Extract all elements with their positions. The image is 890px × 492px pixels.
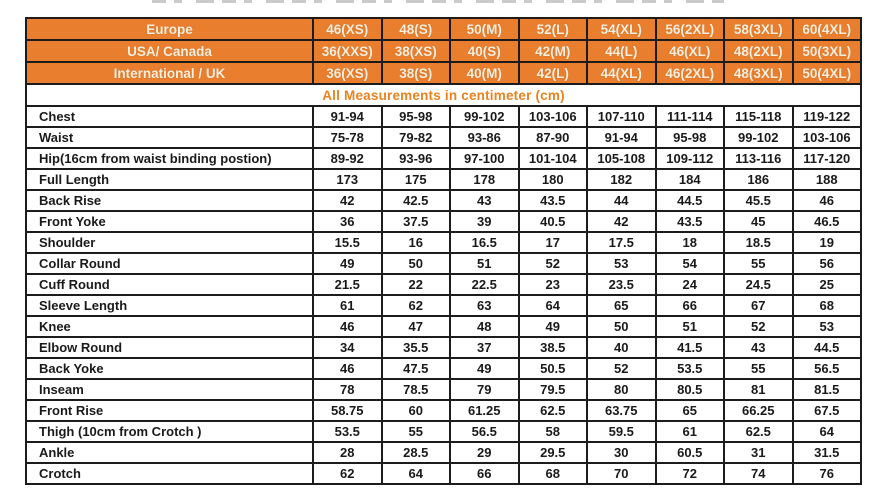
measurement-label-cell: Crotch xyxy=(26,463,313,484)
size-cell: 38(S) xyxy=(382,62,451,84)
size-cell: 58(3XL) xyxy=(724,18,793,40)
measurement-value-cell: 52 xyxy=(519,253,588,274)
measurement-value-cell: 63 xyxy=(450,295,519,316)
measurement-value-cell: 51 xyxy=(656,316,725,337)
size-cell: 46(XS) xyxy=(313,18,382,40)
measurement-value-cell: 72 xyxy=(656,463,725,484)
measurement-value-cell: 184 xyxy=(656,169,725,190)
measurement-value-cell: 62 xyxy=(313,463,382,484)
units-note: All Measurements in centimeter (cm) xyxy=(26,84,861,106)
size-cell: 46(XL) xyxy=(656,40,725,62)
size-cell: 38(XS) xyxy=(382,40,451,62)
region-label-cell: International / UK xyxy=(26,62,313,84)
measurement-value-cell: 97-100 xyxy=(450,148,519,169)
measurement-label-cell: Sleeve Length xyxy=(26,295,313,316)
measurement-value-cell: 117-120 xyxy=(793,148,862,169)
size-cell: 46(2XL) xyxy=(656,62,725,84)
region-label-cell: USA/ Canada xyxy=(26,40,313,62)
measurement-value-cell: 188 xyxy=(793,169,862,190)
cropped-title-fragments xyxy=(152,0,724,3)
measurement-value-cell: 81.5 xyxy=(793,379,862,400)
measurement-value-cell: 30 xyxy=(587,442,656,463)
measurement-value-cell: 66.25 xyxy=(724,400,793,421)
region-label-cell: Europe xyxy=(26,18,313,40)
measurement-value-cell: 22.5 xyxy=(450,274,519,295)
measurement-value-cell: 54 xyxy=(656,253,725,274)
measurement-value-cell: 99-102 xyxy=(724,127,793,148)
size-cell: 36(XXS) xyxy=(313,40,382,62)
measurement-value-cell: 68 xyxy=(793,295,862,316)
measurement-value-cell: 175 xyxy=(382,169,451,190)
measurement-value-cell: 16 xyxy=(382,232,451,253)
measurement-value-cell: 46 xyxy=(313,358,382,379)
measurement-label-cell: Inseam xyxy=(26,379,313,400)
measurement-value-cell: 178 xyxy=(450,169,519,190)
measurement-value-cell: 78 xyxy=(313,379,382,400)
measurement-value-cell: 186 xyxy=(724,169,793,190)
measurement-value-cell: 55 xyxy=(724,253,793,274)
measurement-value-cell: 47.5 xyxy=(382,358,451,379)
measurement-value-cell: 49 xyxy=(450,358,519,379)
measurement-row xyxy=(26,232,861,253)
measurement-value-cell: 43 xyxy=(724,337,793,358)
size-cell: 50(4XL) xyxy=(793,62,862,84)
measurement-value-cell: 61.25 xyxy=(450,400,519,421)
measurement-value-cell: 113-116 xyxy=(724,148,793,169)
measurement-value-cell: 68 xyxy=(519,463,588,484)
measurement-value-cell: 31 xyxy=(724,442,793,463)
measurement-label-cell: Elbow Round xyxy=(26,337,313,358)
measurement-value-cell: 101-104 xyxy=(519,148,588,169)
measurement-row xyxy=(26,211,861,232)
measurement-value-cell: 41.5 xyxy=(656,337,725,358)
measurement-value-cell: 79.5 xyxy=(519,379,588,400)
measurement-value-cell: 31.5 xyxy=(793,442,862,463)
measurement-value-cell: 56.5 xyxy=(793,358,862,379)
measurement-value-cell: 45.5 xyxy=(724,190,793,211)
size-cell: 52(L) xyxy=(519,18,588,40)
measurement-value-cell: 35.5 xyxy=(382,337,451,358)
measurement-value-cell: 93-86 xyxy=(450,127,519,148)
measurement-row xyxy=(26,253,861,274)
measurement-row xyxy=(26,148,861,169)
size-cell: 42(L) xyxy=(519,62,588,84)
measurement-value-cell: 50 xyxy=(382,253,451,274)
measurement-value-cell: 52 xyxy=(587,358,656,379)
measurement-value-cell: 37.5 xyxy=(382,211,451,232)
measurement-value-cell: 42 xyxy=(587,211,656,232)
measurement-value-cell: 60 xyxy=(382,400,451,421)
measurement-value-cell: 182 xyxy=(587,169,656,190)
measurement-value-cell: 64 xyxy=(519,295,588,316)
measurement-value-cell: 18 xyxy=(656,232,725,253)
measurement-row xyxy=(26,316,861,337)
measurement-value-cell: 64 xyxy=(382,463,451,484)
measurement-label-cell: Chest xyxy=(26,106,313,127)
size-cell: 48(S) xyxy=(382,18,451,40)
size-cell: 44(L) xyxy=(587,40,656,62)
measurement-label-cell: Front Rise xyxy=(26,400,313,421)
measurement-value-cell: 56.5 xyxy=(450,421,519,442)
measurement-row xyxy=(26,127,861,148)
measurement-value-cell: 80.5 xyxy=(656,379,725,400)
size-cell: 44(XL) xyxy=(587,62,656,84)
measurement-value-cell: 66 xyxy=(450,463,519,484)
measurement-value-cell: 65 xyxy=(587,295,656,316)
measurement-value-cell: 62 xyxy=(382,295,451,316)
measurement-value-cell: 43 xyxy=(450,190,519,211)
measurement-value-cell: 25 xyxy=(793,274,862,295)
measurement-value-cell: 44 xyxy=(587,190,656,211)
measurement-value-cell: 50.5 xyxy=(519,358,588,379)
units-note-row xyxy=(26,84,861,106)
measurement-value-cell: 115-118 xyxy=(724,106,793,127)
measurement-value-cell: 111-114 xyxy=(656,106,725,127)
measurement-value-cell: 45 xyxy=(724,211,793,232)
measurement-label-cell: Thigh (10cm from Crotch ) xyxy=(26,421,313,442)
measurement-value-cell: 78.5 xyxy=(382,379,451,400)
size-cell: 54(XL) xyxy=(587,18,656,40)
measurement-value-cell: 24 xyxy=(656,274,725,295)
measurement-value-cell: 61 xyxy=(313,295,382,316)
measurement-value-cell: 95-98 xyxy=(382,106,451,127)
measurement-value-cell: 53.5 xyxy=(313,421,382,442)
measurement-value-cell: 46 xyxy=(793,190,862,211)
measurement-row xyxy=(26,442,861,463)
measurement-value-cell: 67.5 xyxy=(793,400,862,421)
measurement-value-cell: 28 xyxy=(313,442,382,463)
measurement-row xyxy=(26,190,861,211)
size-cell: 48(3XL) xyxy=(724,62,793,84)
measurement-value-cell: 80 xyxy=(587,379,656,400)
measurement-value-cell: 107-110 xyxy=(587,106,656,127)
measurement-value-cell: 109-112 xyxy=(656,148,725,169)
measurement-value-cell: 43.5 xyxy=(519,190,588,211)
measurement-row xyxy=(26,379,861,400)
size-cell: 40(S) xyxy=(450,40,519,62)
measurement-value-cell: 74 xyxy=(724,463,793,484)
measurement-value-cell: 48 xyxy=(450,316,519,337)
measurement-value-cell: 50 xyxy=(587,316,656,337)
measurement-row xyxy=(26,400,861,421)
measurement-value-cell: 43.5 xyxy=(656,211,725,232)
size-header-row xyxy=(26,40,861,62)
measurement-value-cell: 119-122 xyxy=(793,106,862,127)
measurement-value-cell: 70 xyxy=(587,463,656,484)
measurement-value-cell: 65 xyxy=(656,400,725,421)
measurement-value-cell: 24.5 xyxy=(724,274,793,295)
measurement-value-cell: 62.5 xyxy=(724,421,793,442)
measurement-label-cell: Back Yoke xyxy=(26,358,313,379)
measurement-value-cell: 93-96 xyxy=(382,148,451,169)
measurement-value-cell: 103-106 xyxy=(519,106,588,127)
size-chart-table xyxy=(25,17,862,485)
measurement-value-cell: 173 xyxy=(313,169,382,190)
measurement-row xyxy=(26,295,861,316)
measurement-value-cell: 55 xyxy=(382,421,451,442)
measurement-value-cell: 42 xyxy=(313,190,382,211)
measurement-value-cell: 61 xyxy=(656,421,725,442)
measurement-value-cell: 34 xyxy=(313,337,382,358)
size-cell: 48(2XL) xyxy=(724,40,793,62)
measurement-value-cell: 56 xyxy=(793,253,862,274)
measurement-value-cell: 17.5 xyxy=(587,232,656,253)
measurement-value-cell: 46 xyxy=(313,316,382,337)
size-cell: 36(XS) xyxy=(313,62,382,84)
measurement-value-cell: 49 xyxy=(313,253,382,274)
measurement-value-cell: 39 xyxy=(450,211,519,232)
size-cell: 42(M) xyxy=(519,40,588,62)
measurement-row xyxy=(26,358,861,379)
measurement-row xyxy=(26,463,861,484)
measurement-value-cell: 15.5 xyxy=(313,232,382,253)
measurement-value-cell: 79 xyxy=(450,379,519,400)
measurement-value-cell: 66 xyxy=(656,295,725,316)
measurement-value-cell: 180 xyxy=(519,169,588,190)
measurement-value-cell: 21.5 xyxy=(313,274,382,295)
size-cell: 50(M) xyxy=(450,18,519,40)
measurement-value-cell: 59.5 xyxy=(587,421,656,442)
measurement-label-cell: Knee xyxy=(26,316,313,337)
measurement-value-cell: 29.5 xyxy=(519,442,588,463)
measurement-value-cell: 42.5 xyxy=(382,190,451,211)
measurement-label-cell: Front Yoke xyxy=(26,211,313,232)
measurement-value-cell: 28.5 xyxy=(382,442,451,463)
measurement-value-cell: 52 xyxy=(724,316,793,337)
measurement-value-cell: 64 xyxy=(793,421,862,442)
size-cell: 60(4XL) xyxy=(793,18,862,40)
measurement-value-cell: 23 xyxy=(519,274,588,295)
measurement-value-cell: 91-94 xyxy=(313,106,382,127)
measurement-row xyxy=(26,337,861,358)
measurement-value-cell: 44.5 xyxy=(793,337,862,358)
measurement-value-cell: 53.5 xyxy=(656,358,725,379)
measurement-value-cell: 37 xyxy=(450,337,519,358)
measurement-value-cell: 51 xyxy=(450,253,519,274)
measurement-label-cell: Hip(16cm from waist binding postion) xyxy=(26,148,313,169)
measurement-value-cell: 75-78 xyxy=(313,127,382,148)
measurement-value-cell: 46.5 xyxy=(793,211,862,232)
measurement-label-cell: Shoulder xyxy=(26,232,313,253)
measurement-value-cell: 62.5 xyxy=(519,400,588,421)
measurement-value-cell: 23.5 xyxy=(587,274,656,295)
measurement-label-cell: Collar Round xyxy=(26,253,313,274)
size-cell: 50(3XL) xyxy=(793,40,862,62)
measurement-value-cell: 76 xyxy=(793,463,862,484)
measurement-value-cell: 40.5 xyxy=(519,211,588,232)
measurement-value-cell: 47 xyxy=(382,316,451,337)
measurement-value-cell: 29 xyxy=(450,442,519,463)
measurement-value-cell: 36 xyxy=(313,211,382,232)
measurement-value-cell: 63.75 xyxy=(587,400,656,421)
measurement-label-cell: Full Length xyxy=(26,169,313,190)
measurement-value-cell: 18.5 xyxy=(724,232,793,253)
measurement-value-cell: 38.5 xyxy=(519,337,588,358)
measurement-row xyxy=(26,106,861,127)
measurement-value-cell: 44.5 xyxy=(656,190,725,211)
measurement-value-cell: 87-90 xyxy=(519,127,588,148)
measurement-value-cell: 95-98 xyxy=(656,127,725,148)
measurement-value-cell: 58 xyxy=(519,421,588,442)
measurement-value-cell: 79-82 xyxy=(382,127,451,148)
measurement-value-cell: 58.75 xyxy=(313,400,382,421)
measurement-value-cell: 105-108 xyxy=(587,148,656,169)
measurement-value-cell: 53 xyxy=(793,316,862,337)
measurement-row xyxy=(26,169,861,190)
measurement-value-cell: 16.5 xyxy=(450,232,519,253)
measurement-row xyxy=(26,421,861,442)
measurement-value-cell: 91-94 xyxy=(587,127,656,148)
measurement-value-cell: 17 xyxy=(519,232,588,253)
measurement-value-cell: 67 xyxy=(724,295,793,316)
measurement-value-cell: 19 xyxy=(793,232,862,253)
measurement-value-cell: 103-106 xyxy=(793,127,862,148)
measurement-value-cell: 55 xyxy=(724,358,793,379)
measurement-value-cell: 22 xyxy=(382,274,451,295)
size-header-row xyxy=(26,62,861,84)
size-cell: 56(2XL) xyxy=(656,18,725,40)
measurement-value-cell: 60.5 xyxy=(656,442,725,463)
measurement-label-cell: Cuff Round xyxy=(26,274,313,295)
measurement-row xyxy=(26,274,861,295)
measurement-label-cell: Back Rise xyxy=(26,190,313,211)
measurement-label-cell: Ankle xyxy=(26,442,313,463)
measurement-value-cell: 99-102 xyxy=(450,106,519,127)
measurement-value-cell: 89-92 xyxy=(313,148,382,169)
size-chart-body xyxy=(26,18,861,484)
measurement-value-cell: 81 xyxy=(724,379,793,400)
measurement-value-cell: 53 xyxy=(587,253,656,274)
measurement-label-cell: Waist xyxy=(26,127,313,148)
measurement-value-cell: 49 xyxy=(519,316,588,337)
measurement-value-cell: 40 xyxy=(587,337,656,358)
size-cell: 40(M) xyxy=(450,62,519,84)
size-header-row xyxy=(26,18,861,40)
